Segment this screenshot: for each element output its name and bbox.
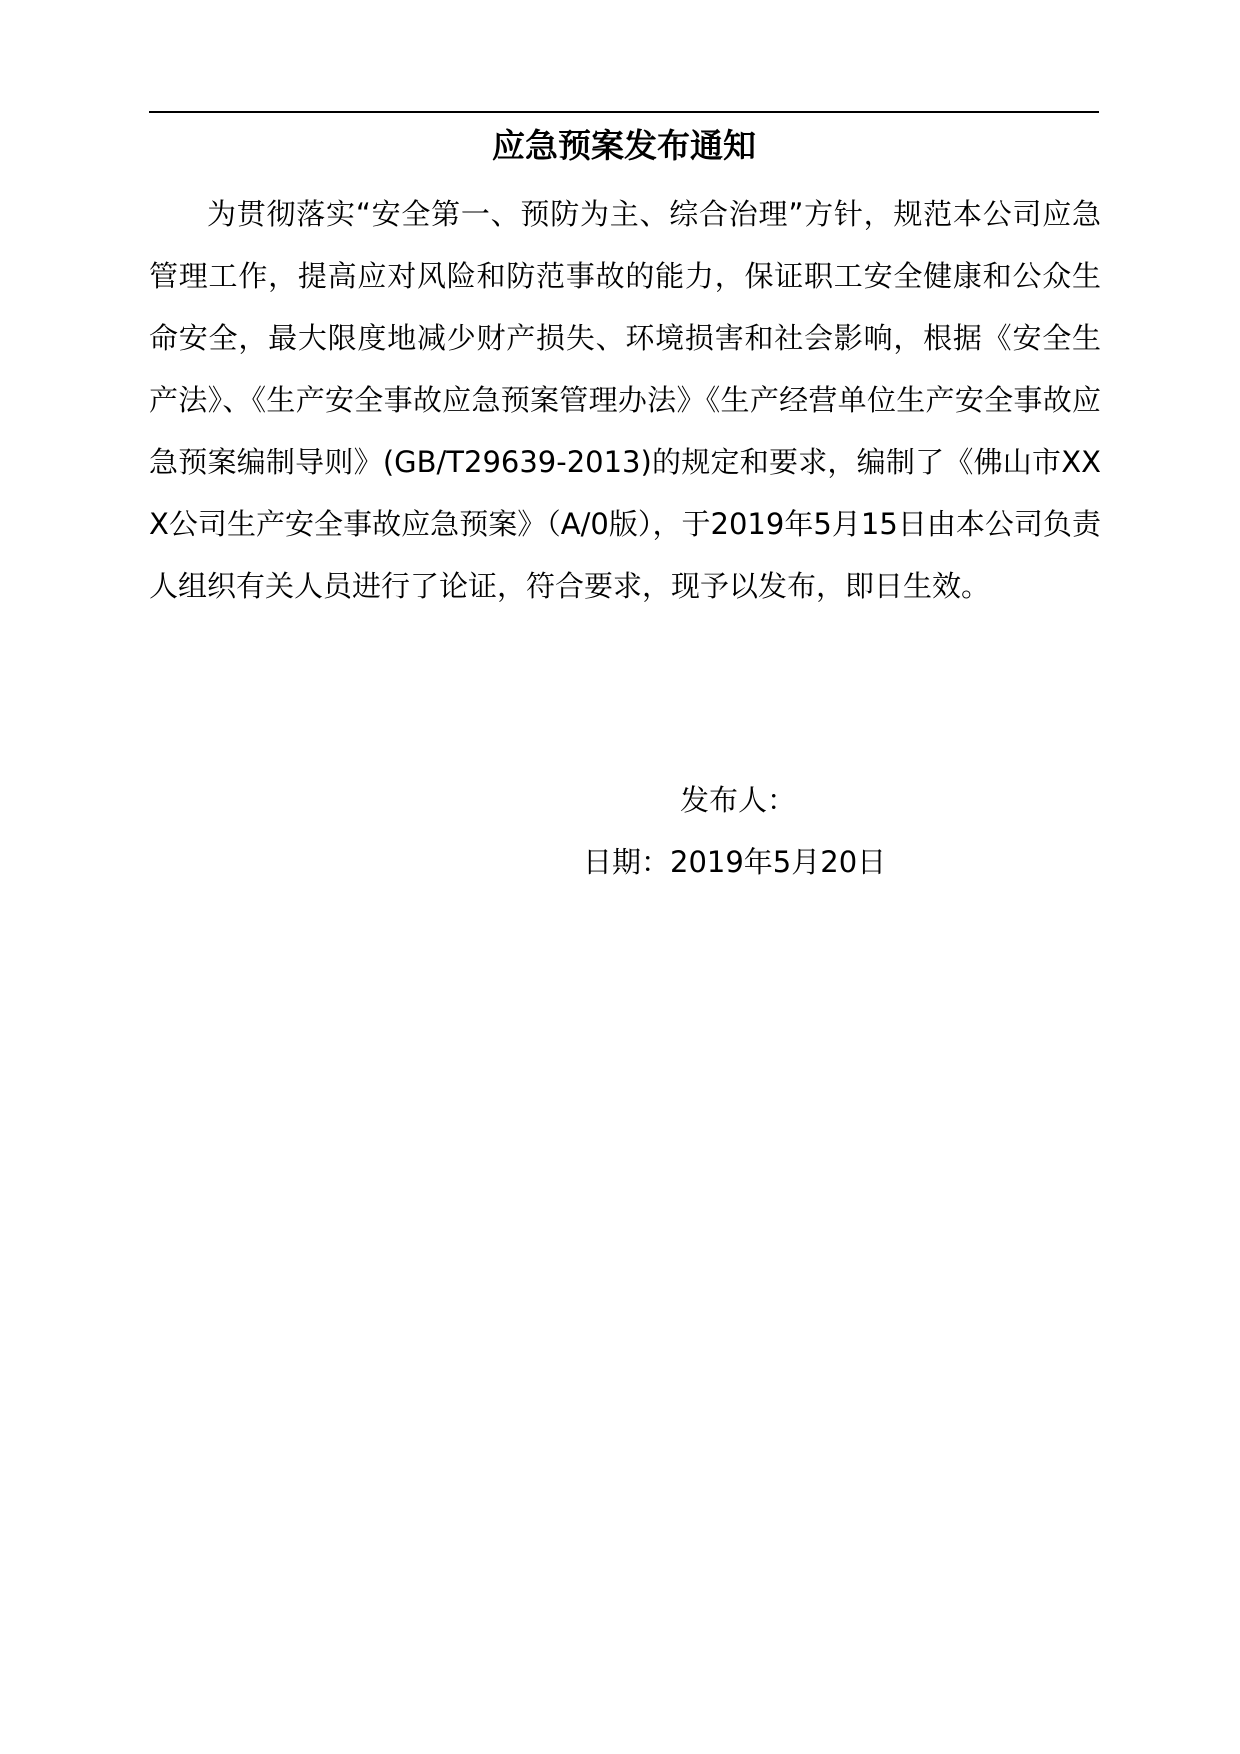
notice-body-paragraph: 为贯彻落实“安全第一、预防为主、综合治理”方针，规范本公司应急管理工作，提高应对风险和防范事故的能力，保证职工安全健康和公众生命安全，最大限度地减少财产损失、环境损害和社会影响，根据《安全生产法》、《生产安全事故应急预案管理办法》《生产经营单位生产安全事故应急预案编制导则》(GB/T29639-2013)的规定和要求，编制了《佛山市XXX公司生产安全事故应急预案》（A/0版），于2019年5月15日由本公司负责人组织有关人员进行了论证，符合要求，现予以发布，即日生效。 [149,197,1101,603]
publish-date: 日期：2019年5月20日 [583,845,887,879]
header-divider [149,111,1099,113]
document-title: 应急预案发布通知 [492,126,756,165]
publisher-label: 发布人： [680,783,797,817]
